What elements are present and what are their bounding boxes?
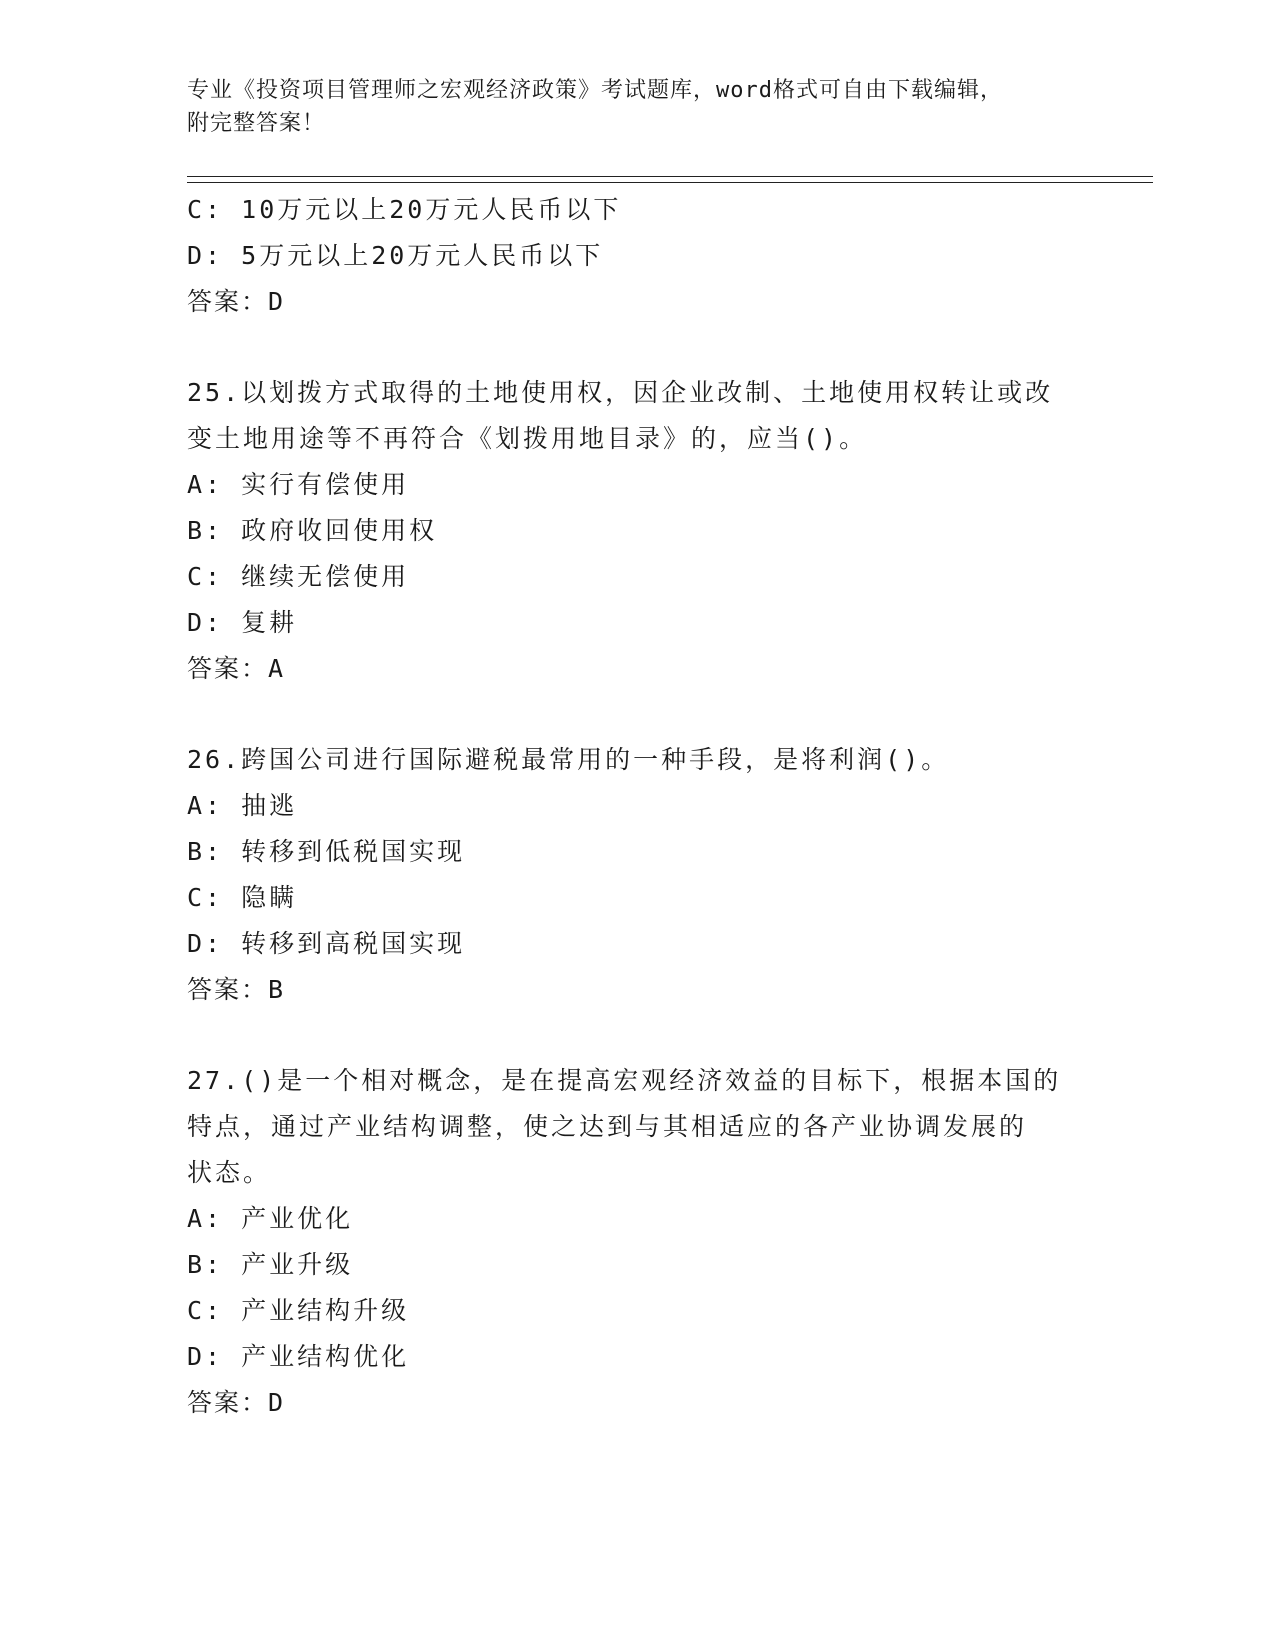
question-text-line: 变土地用途等不再符合《划拨用地目录》的，应当()。 <box>187 424 868 453</box>
option-b: B: 产业升级 <box>187 1250 354 1279</box>
option-c: C: 10万元以上20万元人民币以下 <box>187 195 622 224</box>
question-text-line: 27.()是一个相对概念，是在提高宏观经济效益的目标下，根据本国的 <box>187 1066 1062 1095</box>
option-a: A: 抽逃 <box>187 791 298 820</box>
document-header <box>187 74 1067 140</box>
answer <box>187 967 1087 1013</box>
question-25 <box>187 370 1087 692</box>
answer-value: A <box>268 654 286 683</box>
answer-value: B <box>268 975 286 1004</box>
option-b: B: 转移到低税国实现 <box>187 837 466 866</box>
option-d: D: 复耕 <box>187 608 298 637</box>
option-c: C: 继续无偿使用 <box>187 562 410 591</box>
answer-label: 答案： <box>187 287 269 316</box>
option-a: A: 产业优化 <box>187 1204 354 1233</box>
answer <box>187 646 1087 692</box>
question-list <box>187 187 1087 1426</box>
question-27 <box>187 1058 1087 1426</box>
option-c: C: 产业结构升级 <box>187 1296 410 1325</box>
answer <box>187 1380 1087 1426</box>
question-text-line: 26.跨国公司进行国际避税最常用的一种手段，是将利润()。 <box>187 745 950 774</box>
option-b: B: 政府收回使用权 <box>187 516 438 545</box>
question-26 <box>187 737 1087 1013</box>
header-divider-top <box>187 176 1153 177</box>
answer-label: 答案： <box>187 1388 269 1417</box>
option-a: A: 实行有偿使用 <box>187 470 410 499</box>
answer-value: D <box>268 1388 286 1417</box>
option-d: D: 转移到高税国实现 <box>187 929 466 958</box>
header-line-1: 专业《投资项目管理师之宏观经济政策》考试题库，word格式可自由下载编辑， <box>187 78 1003 103</box>
question-text-line: 特点，通过产业结构调整，使之达到与其相适应的各产业协调发展的 <box>187 1112 1028 1141</box>
option-d: D: 产业结构优化 <box>187 1342 410 1371</box>
partial-question <box>187 187 1087 325</box>
answer-label: 答案： <box>187 654 269 683</box>
question-text-line: 25.以划拨方式取得的土地使用权，因企业改制、土地使用权转让或改 <box>187 378 1054 407</box>
header-divider-bottom <box>187 182 1153 183</box>
header-line-2: 附完整答案！ <box>187 111 326 136</box>
question-text-line: 状态。 <box>187 1158 272 1187</box>
answer-label: 答案： <box>187 975 269 1004</box>
answer-value: D <box>268 287 286 316</box>
option-c: C: 隐瞒 <box>187 883 298 912</box>
answer <box>187 279 1087 325</box>
option-d: D: 5万元以上20万元人民币以下 <box>187 241 604 270</box>
